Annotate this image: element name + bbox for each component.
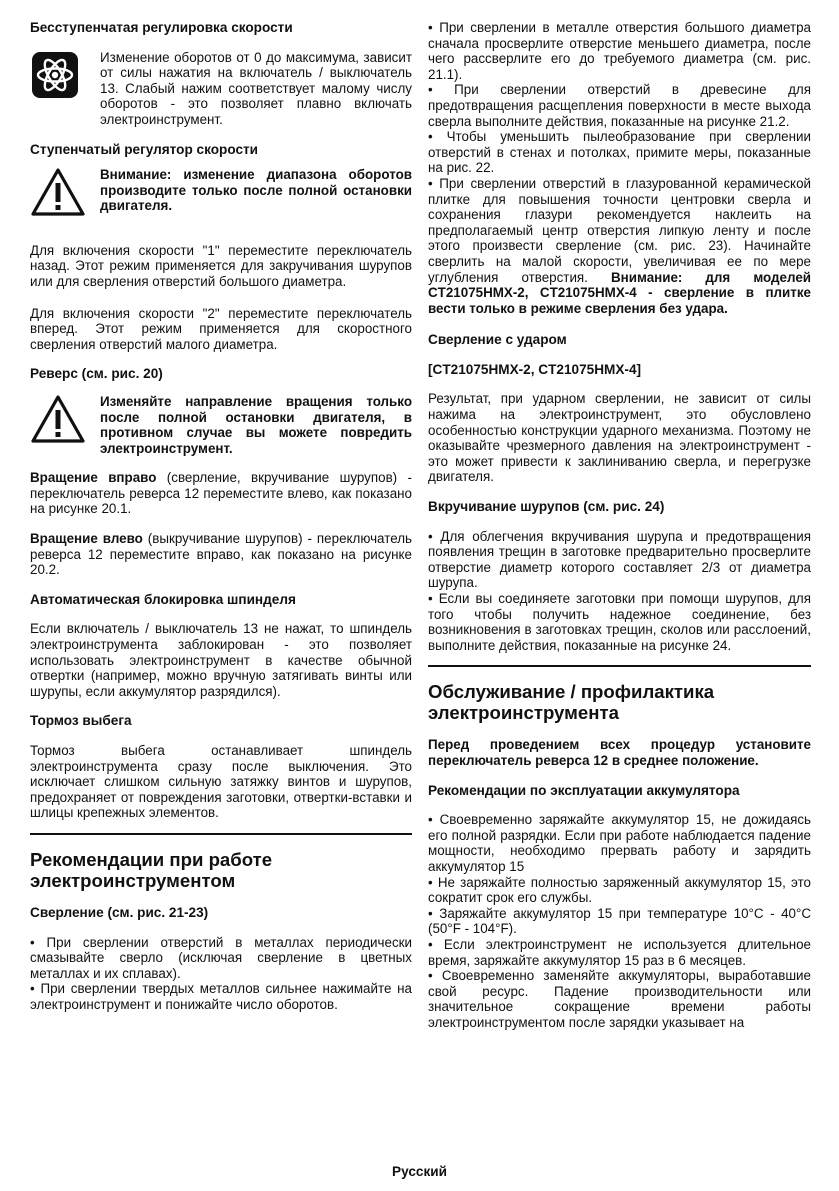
reverse-warning-block <box>30 394 412 456</box>
speed1-text: Для включения скорости "1" переместите переключатель назад. Этот режим применяется для закручивания шурупов или для сверления отверстий большого диаметра. <box>30 242 412 289</box>
service-intro: Перед проведением всех процедур установите переключатель реверса 12 в среднее положение. <box>428 737 811 768</box>
battery-bullet-4: • Если электроинструмент не используется длительное время, заряжайте аккумулятор 15 раз в 6 месяцев. <box>428 936 811 968</box>
divider <box>30 833 412 835</box>
lock-text: Если включатель / выключатель 13 не нажат, то шпиндель электроинструмента заблокирован - это позволяет использовать электроинструмент в качестве обычной отвертки (например, можно вручную затягивать винты или шурупы, если аккумулятор разрядился). <box>30 621 412 699</box>
step-warning: Внимание: изменение диапазона оборотов производите только после полной остановки двигателя. <box>100 167 412 214</box>
warning-triangle-icon <box>30 167 100 221</box>
left-rotation-title: Вращение влево <box>30 531 143 547</box>
drill-heading: Сверление (см. рис. 21-23) <box>30 904 209 920</box>
right-rotation-text: (сверление, вкручивание шурупов) - переключатель реверса 12 переместите влево, как показано на рисунке 20.1. <box>30 470 412 517</box>
impact-heading: Сверление с ударом <box>428 332 567 348</box>
reverse-heading: Реверс (см. рис. 20) <box>30 366 163 382</box>
drill-bullet-6-warning: Внимание: для моделей CT21075HMX-2, CT21075HMX-4 - сверление в плитке вести только в режиме сверления без удара. <box>428 269 812 316</box>
left-rotation-text: (выкручивание шурупов) - переключатель реверса 12 переместите вправо, как показано на рисунке 20.2. <box>30 531 412 578</box>
page-footer-language: Русский <box>392 1164 447 1179</box>
drill-bullet-2: • При сверлении твердых металлов сильнее нажимайте на электроинструмент и понижайте число оборотов. <box>30 981 412 1012</box>
impact-models: [CT21075HMX-2, CT21075HMX-4] <box>428 361 642 377</box>
battery-bullet-1: • Своевременно заряжайте аккумулятор 15, не дожидаясь его полной разрядки. Если при работе наблюдается падение мощности, необходимо прервать работу и зарядить аккумулятор 15 <box>428 812 811 874</box>
divider <box>428 665 811 667</box>
lock-heading: Автоматическая блокировка шпинделя <box>30 591 296 607</box>
step-warning-block <box>30 167 412 221</box>
brake-heading: Тормоз выбега <box>30 713 132 729</box>
left-rotation <box>30 531 412 578</box>
drill-bullet-6-text: • При сверлении отверстий в глазурованной керамической плитке для повышения точности центровки сверла и сохранения глазури рекомендуется наклеить на предполагаемый центр отверстия липкую ленту и после этого произвести сверление (см. рис. 23). Начинайте сверлить на малой скорости, увеличивая ее по мере углубления отверстия. <box>428 175 811 285</box>
right-column <box>428 20 811 1030</box>
drill-bullet-4: • При сверлении отверстий в древесине для предотвращения расщепления поверхности в месте выхода сверла выполните действия, показанные на рисунке 21.2. <box>428 82 811 129</box>
speed-text: Изменение оборотов от 0 до максимума, зависит от силы нажатия на включатель / выключатель 13. Слабый нажим соответствует малому числу оборотов - это позволяет плавно включать электроинструмент. <box>100 49 412 127</box>
battery-heading: Рекомендации по эксплуатации аккумулятора <box>428 782 740 798</box>
warning-triangle-icon <box>30 394 100 448</box>
impact-text: Результат, при ударном сверлении, не зависит от силы нажима на электроинструмент, это обусловлено особенностью конструкции ударного механизма. Поэтому не оказывайте чрезмерного давления на электроинструмент - это может привести к заклиниванию сверла, и перегрузке двигателя. <box>428 391 811 485</box>
speed-block <box>30 50 412 128</box>
battery-bullet-5: • Своевременно заменяйте аккумуляторы, выработавшие свой ресурс. Падение производительности или значительное сокращение времени работы электроинструментом после зарядки указывает на <box>428 968 811 1030</box>
screw-heading: Вкручивание шурупов (см. рис. 24) <box>428 499 665 515</box>
drill-bullet-3: • При сверлении в металле отверстия большого диаметра сначала просверлите отверстие меньшего диаметра, после чего рассверлите его до требуемого диаметра (см. рис. 21.1). <box>428 20 811 82</box>
step-heading: Ступенчатый регулятор скорости <box>30 141 259 157</box>
battery-bullet-2: • Не заряжайте полностью заряженный аккумулятор 15, это сократит срок его службы. <box>428 874 811 906</box>
right-rotation <box>30 470 412 517</box>
atom-icon <box>30 50 100 104</box>
drill-bullet-5: • Чтобы уменьшить пылеобразование при сверлении отверстий в стенах и потолках, примите меры, показанные на рис. 22. <box>428 129 811 176</box>
right-rotation-title: Вращение вправо <box>30 470 157 486</box>
screw-bullet-2: • Если вы соединяете заготовки при помощи шурупов, для того чтобы получить надежное соединение, без возникновения в заготовках трещин, сколов или расслоений, выполните действия, показанные на рисунке 24. <box>428 591 811 653</box>
work-title: Рекомендации при работе электроинструментом <box>30 848 273 891</box>
brake-text: Тормоз выбега останавливает шпиндель электроинструмента сразу после выключения. Это исключает слишком сильную затяжку винтов и шурупов, предохраняет от повреждения заготовки, отвертки-вставки и шлицы крепежных элементов. <box>30 743 412 821</box>
speed-heading: Бесступенчатая регулировка скорости <box>30 20 293 35</box>
screw-bullet-1: • Для облегчения вкручивания шурупа и предотвращения появления трещин в заготовке предварительно просверлите отверстие диаметр которого составляет 2/3 от диаметра шурупа. <box>428 528 811 591</box>
drill-bullet-6 <box>428 176 811 316</box>
left-column <box>30 20 412 1013</box>
service-title: Обслуживание / профилактика электроинструмента <box>428 681 715 724</box>
battery-bullet-3: • Заряжайте аккумулятор 15 при температуре 10°C - 40°C (50°F - 104°F). <box>428 905 811 937</box>
speed2-text: Для включения скорости "2" переместите переключатель вперед. Этот режим применяется для скоростного сверления отверстий малого диаметра. <box>30 305 412 352</box>
reverse-warning: Изменяйте направление вращения только после полной остановки двигателя, в противном случае вы можете повредить электроинструмент. <box>100 393 412 456</box>
drill-bullet-1: • При сверлении отверстий в металлах периодически смазывайте сверло (исключая сверление в цветных металлах и их сплавах). <box>30 934 412 981</box>
